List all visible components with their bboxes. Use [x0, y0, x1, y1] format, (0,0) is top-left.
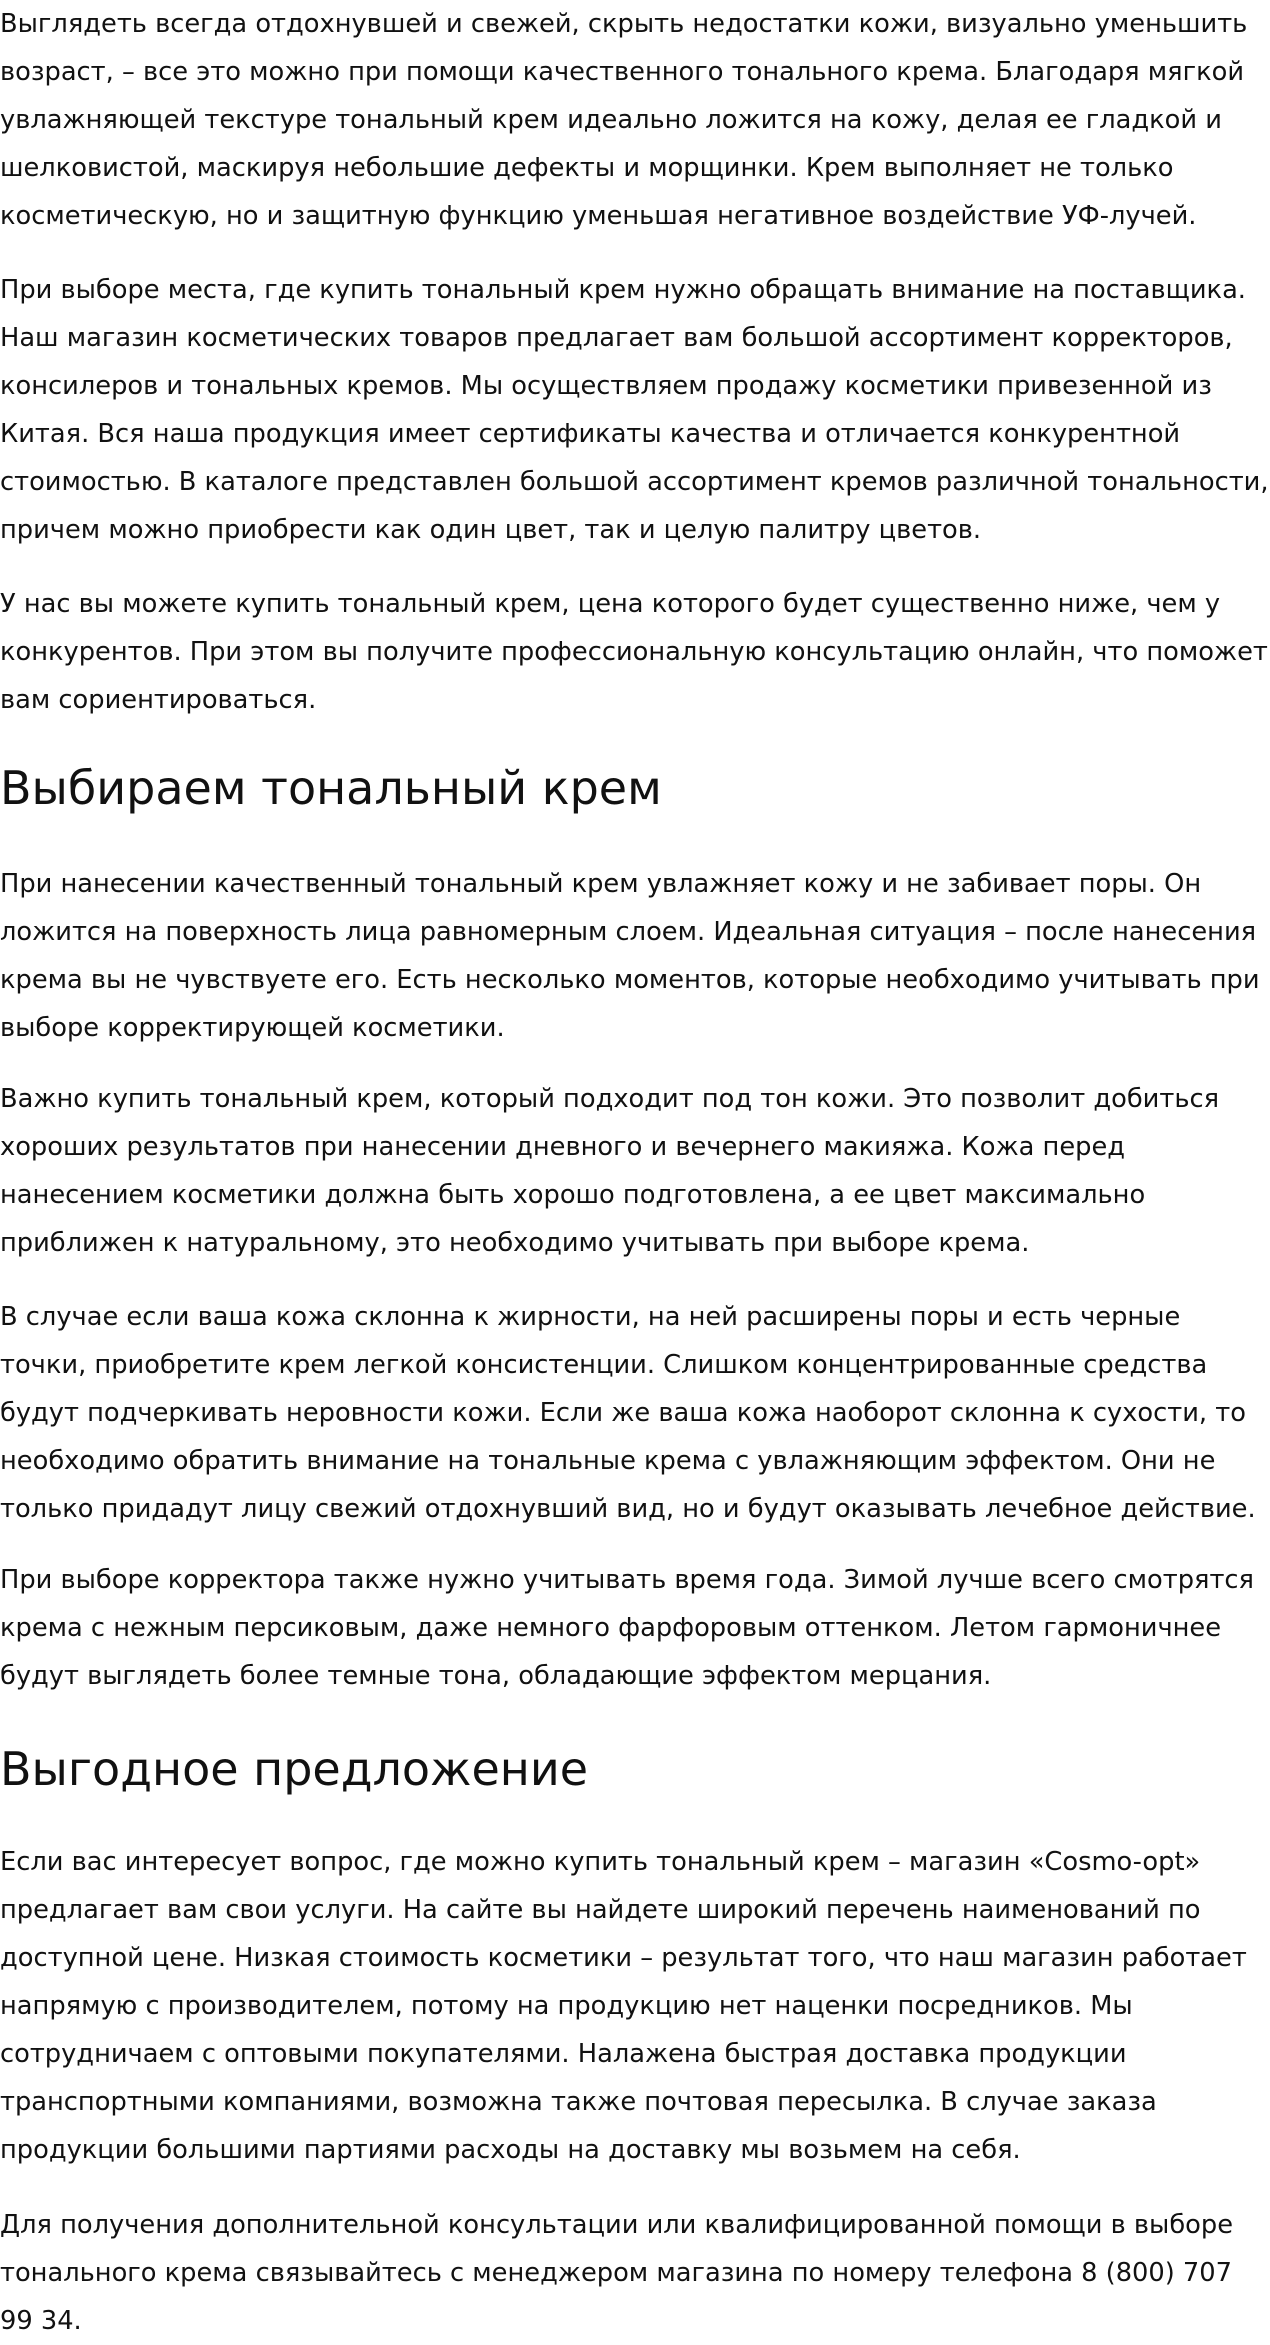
intro-paragraph-1: Выглядеть всегда отдохнувшей и свежей, скрыть недостатки кожи, визуально уменьшить возраст, – все это можно при помощи качественного тонального крема. Благодаря мягкой увлажняющей текстуре тональный крем идеально ложится на кожу, делая ее гладкой и шелковистой, маскируя небольшие дефекты и морщинки. Крем выполняет не только косметическую, но и защитную функцию уменьшая негативное воздействие УФ-лучей. [0, 9, 1248, 231]
section1-paragraph-3: В случае если ваша кожа склонна к жирности, на ней расширены поры и есть черные точки, приобретите крем легкой консистенции. Слишком концентрированные средства будут подчеркивать неровности кожи. Если же ваша кожа наоборот склонна к сухости, то необходимо обратить внимание на тональные крема с увлажняющим эффектом. Они не только придадут лицу свежий отдохнувший вид, но и будут оказывать лечебное действие. [0, 1302, 1256, 1524]
intro-paragraph-3: У нас вы можете купить тональный крем, цена которого будет существенно ниже, чем у конкурентов. При этом вы получите профессиональную консультацию онлайн, что поможет вам сориентироваться. [0, 589, 1268, 715]
section1-paragraph-2: Важно купить тональный крем, который подходит под тон кожи. Это позволит добиться хороших результатов при нанесении дневного и вечернего макияжа. Кожа перед нанесением косметики должна быть хорошо подготовлена, а ее цвет максимально приближен к натуральному, это необходимо учитывать при выборе крема. [0, 1084, 1220, 1258]
section2-paragraph-1: Если вас интересует вопрос, где можно купить тональный крем – магазин «Cosmo-opt» предлагает вам свои услуги. На сайте вы найдете широкий перечень наименований по доступной цене. Низкая стоимость косметики – результат того, что наш магазин работает напрямую с производителем, потому на продукцию нет наценки посредников. Мы сотрудничаем с оптовыми покупателями. Налажена быстрая доставка продукции транспортными компаниями, возможна также почтовая пересылка. В случае заказа продукции большими партиями расходы на доставку мы возьмем на себя. [0, 1847, 1247, 2165]
section-heading-special-offer: Выгодное предложение [0, 1742, 589, 1796]
intro-paragraph-2: При выборе места, где купить тональный крем нужно обращать внимание на поставщика. Наш магазин косметических товаров предлагает вам большой ассортимент корректоров, консилеров и тональных кремов. Мы осуществляем продажу косметики привезенной из Китая. Вся наша продукция имеет сертификаты качества и отличается конкурентной стоимостью. В каталоге представлен большой ассортимент кремов различной тональности, причем можно приобрести как один цвет, так и целую палитру цветов. [0, 275, 1269, 545]
section1-paragraph-4: При выборе корректора также нужно учитывать время года. Зимой лучше всего смотрятся крема с нежным персиковым, даже немного фарфоровым оттенком. Летом гармоничнее будут выглядеть более темные тона, обладающие эффектом мерцания. [0, 1565, 1254, 1691]
section2-paragraph-2: Для получения дополнительной консультации или квалифицированной помощи в выборе тонального крема связывайтесь с менеджером магазина по номеру телефона 8 (800) 707 99 34. [0, 2210, 1233, 2336]
section1-paragraph-1: При нанесении качественный тональный крем увлажняет кожу и не забивает поры. Он ложится на поверхность лица равномерным слоем. Идеальная ситуация – после нанесения крема вы не чувствуете его. Есть несколько моментов, которые необходимо учитывать при выборе корректирующей косметики. [0, 869, 1260, 1043]
section-heading-choose-foundation: Выбираем тональный крем [0, 761, 662, 815]
